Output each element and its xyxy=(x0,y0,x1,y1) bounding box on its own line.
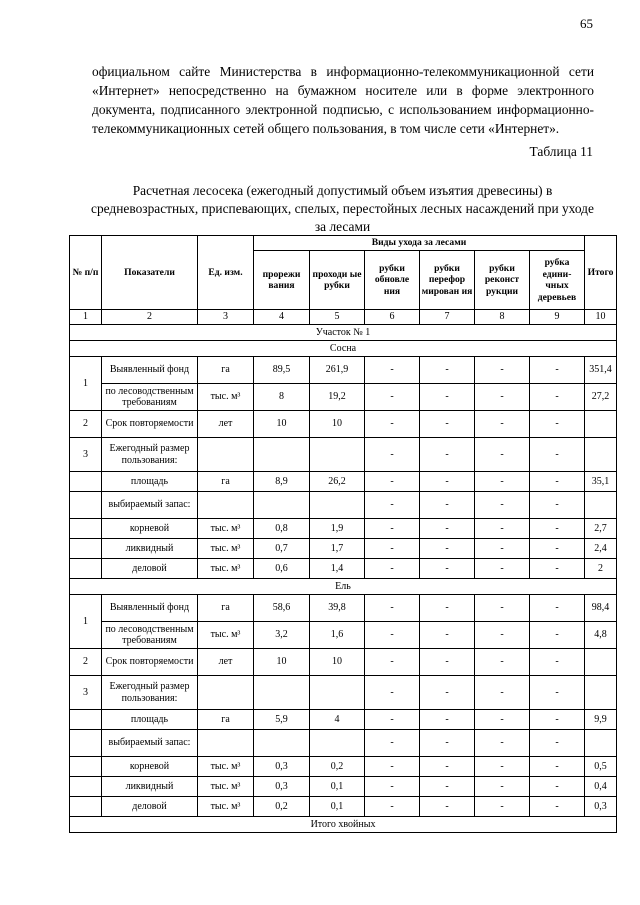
row-unit xyxy=(198,730,254,757)
row-value: - xyxy=(530,730,585,757)
row-unit: тыс. м³ xyxy=(198,559,254,579)
row-total xyxy=(585,438,617,472)
header-kind: рубка едини- чных деревьев xyxy=(530,251,585,310)
row-value: - xyxy=(365,757,420,777)
row-value: - xyxy=(530,357,585,384)
row-value: - xyxy=(475,438,530,472)
row-unit xyxy=(198,492,254,519)
table-row xyxy=(70,384,617,411)
header-unit: Ед. изм. xyxy=(198,236,254,310)
row-num xyxy=(70,757,102,777)
row-value: 8,9 xyxy=(254,472,310,492)
row-value: 0,7 xyxy=(254,539,310,559)
row-value: 4 xyxy=(310,710,365,730)
row-value: 26,2 xyxy=(310,472,365,492)
row-total: 9,9 xyxy=(585,710,617,730)
row-value: - xyxy=(420,622,475,649)
column-number: 10 xyxy=(585,310,617,325)
header-kind: рубки реконст рукции xyxy=(475,251,530,310)
table-row xyxy=(70,730,617,757)
row-indicator: деловой xyxy=(102,797,198,817)
table-row xyxy=(70,411,617,438)
header-total: Итого xyxy=(585,236,617,310)
table-row xyxy=(70,438,617,472)
header-group: Виды ухода за лесами xyxy=(254,236,585,251)
row-value: - xyxy=(475,411,530,438)
row-total: 0,3 xyxy=(585,797,617,817)
row-value: 261,9 xyxy=(310,357,365,384)
row-value xyxy=(254,438,310,472)
table-row xyxy=(70,757,617,777)
row-value: - xyxy=(530,676,585,710)
row-value: 1,6 xyxy=(310,622,365,649)
row-value: - xyxy=(530,519,585,539)
row-total: 98,4 xyxy=(585,595,617,622)
row-indicator: Ежегодный размер пользования: xyxy=(102,438,198,472)
row-value: - xyxy=(420,676,475,710)
row-total xyxy=(585,730,617,757)
row-num xyxy=(70,519,102,539)
row-value: - xyxy=(420,357,475,384)
table-title: Расчетная лесосека (ежегодный допустимый объем изъятия древесины) в средневозрастных, приспевающих, спелых, перестойных лесных насаждений при уходе за лесами xyxy=(91,183,594,234)
table-header xyxy=(70,236,617,310)
row-value: - xyxy=(475,492,530,519)
row-num xyxy=(70,492,102,519)
row-value: - xyxy=(475,472,530,492)
row-unit: лет xyxy=(198,411,254,438)
column-number: 3 xyxy=(198,310,254,325)
row-value: - xyxy=(475,797,530,817)
row-value: - xyxy=(530,411,585,438)
table-row xyxy=(70,777,617,797)
row-value: - xyxy=(420,411,475,438)
row-total xyxy=(585,492,617,519)
row-value: - xyxy=(365,472,420,492)
row-value: - xyxy=(475,559,530,579)
row-num: 3 xyxy=(70,676,102,710)
row-value: 0,6 xyxy=(254,559,310,579)
table-row xyxy=(70,559,617,579)
row-value: 10 xyxy=(310,411,365,438)
row-indicator: деловой xyxy=(102,559,198,579)
row-value: - xyxy=(365,622,420,649)
row-value: - xyxy=(365,384,420,411)
row-value: 39,8 xyxy=(310,595,365,622)
row-value: 58,6 xyxy=(254,595,310,622)
row-indicator: по лесоводственным требованиям xyxy=(102,384,198,411)
row-value: 10 xyxy=(254,649,310,676)
row-value: - xyxy=(420,710,475,730)
row-num xyxy=(70,472,102,492)
row-value: - xyxy=(420,797,475,817)
table-row xyxy=(70,622,617,649)
header-kind: прорежи вания xyxy=(254,251,310,310)
row-value: - xyxy=(530,492,585,519)
row-value: - xyxy=(475,595,530,622)
row-indicator: Срок повторяемости xyxy=(102,411,198,438)
footer-title: Итого хвойных xyxy=(70,817,617,833)
row-value: - xyxy=(365,492,420,519)
table-row xyxy=(70,676,617,710)
row-value: 0,3 xyxy=(254,757,310,777)
table-row xyxy=(70,649,617,676)
row-value xyxy=(254,676,310,710)
row-total: 2 xyxy=(585,559,617,579)
row-value xyxy=(310,438,365,472)
row-unit: тыс. м³ xyxy=(198,777,254,797)
row-value: - xyxy=(365,777,420,797)
row-unit xyxy=(198,438,254,472)
column-number: 5 xyxy=(310,310,365,325)
row-value: 0,8 xyxy=(254,519,310,539)
row-value: - xyxy=(475,649,530,676)
section-row xyxy=(70,579,617,595)
row-indicator: ликвидный xyxy=(102,777,198,797)
row-value: - xyxy=(530,472,585,492)
row-value: - xyxy=(420,539,475,559)
column-number: 2 xyxy=(102,310,198,325)
row-value: - xyxy=(530,797,585,817)
table-body xyxy=(70,310,617,833)
row-value: - xyxy=(530,622,585,649)
row-total: 2,7 xyxy=(585,519,617,539)
header-num: № п/п xyxy=(70,236,102,310)
row-value: - xyxy=(530,539,585,559)
row-num: 1 xyxy=(70,357,102,411)
row-num xyxy=(70,777,102,797)
row-value: - xyxy=(475,730,530,757)
row-indicator: выбираемый запас: xyxy=(102,492,198,519)
row-unit: тыс. м³ xyxy=(198,384,254,411)
row-value: 1,7 xyxy=(310,539,365,559)
header-indicator: Показатели xyxy=(102,236,198,310)
row-value: 5,9 xyxy=(254,710,310,730)
row-value: 3,2 xyxy=(254,622,310,649)
row-value: - xyxy=(475,622,530,649)
row-indicator: корневой xyxy=(102,519,198,539)
row-value: - xyxy=(420,757,475,777)
row-value xyxy=(310,676,365,710)
row-value: - xyxy=(420,559,475,579)
row-value: - xyxy=(365,519,420,539)
header-kind: рубки перефор мирован ия xyxy=(420,251,475,310)
table-row xyxy=(70,710,617,730)
row-total: 35,1 xyxy=(585,472,617,492)
row-total: 0,4 xyxy=(585,777,617,797)
row-unit: тыс. м³ xyxy=(198,622,254,649)
row-indicator: по лесоводственным требованиям xyxy=(102,622,198,649)
row-value: - xyxy=(530,710,585,730)
row-value: 19,2 xyxy=(310,384,365,411)
table-row xyxy=(70,492,617,519)
section-row xyxy=(70,341,617,357)
row-value: - xyxy=(365,539,420,559)
row-value: - xyxy=(365,357,420,384)
row-unit: тыс. м³ xyxy=(198,539,254,559)
row-value: - xyxy=(365,730,420,757)
row-total: 2,4 xyxy=(585,539,617,559)
row-value: - xyxy=(475,539,530,559)
row-value: - xyxy=(420,472,475,492)
row-num: 2 xyxy=(70,411,102,438)
column-number: 4 xyxy=(254,310,310,325)
column-number: 6 xyxy=(365,310,420,325)
row-value: - xyxy=(365,411,420,438)
row-value: - xyxy=(530,649,585,676)
row-num: 2 xyxy=(70,649,102,676)
footer-row xyxy=(70,817,617,833)
table-row xyxy=(70,357,617,384)
row-indicator: Выявленный фонд xyxy=(102,357,198,384)
row-value: - xyxy=(365,559,420,579)
row-value: - xyxy=(420,777,475,797)
row-value: 10 xyxy=(254,411,310,438)
row-value xyxy=(254,492,310,519)
row-value xyxy=(254,730,310,757)
column-numbers-row xyxy=(70,310,617,325)
row-indicator: ликвидный xyxy=(102,539,198,559)
row-unit: тыс. м³ xyxy=(198,757,254,777)
row-total xyxy=(585,649,617,676)
row-num: 1 xyxy=(70,595,102,649)
row-value: - xyxy=(530,777,585,797)
row-num: 3 xyxy=(70,438,102,472)
section-title: Ель xyxy=(70,579,617,595)
row-value: - xyxy=(530,384,585,411)
row-value: - xyxy=(365,710,420,730)
plot-title-row xyxy=(70,325,617,341)
row-value: 89,5 xyxy=(254,357,310,384)
row-value: 1,4 xyxy=(310,559,365,579)
row-value: - xyxy=(365,649,420,676)
page-number: 65 xyxy=(580,16,593,31)
row-num xyxy=(70,797,102,817)
row-value: 0,1 xyxy=(310,797,365,817)
row-num xyxy=(70,730,102,757)
row-value: - xyxy=(420,595,475,622)
row-total: 27,2 xyxy=(585,384,617,411)
row-value: - xyxy=(530,438,585,472)
row-num xyxy=(70,710,102,730)
row-value: - xyxy=(530,559,585,579)
row-value: 0,1 xyxy=(310,777,365,797)
row-indicator: корневой xyxy=(102,757,198,777)
row-total xyxy=(585,411,617,438)
table-row xyxy=(70,519,617,539)
row-value: - xyxy=(475,676,530,710)
row-value: 1,9 xyxy=(310,519,365,539)
row-unit: га xyxy=(198,710,254,730)
row-indicator: Ежегодный размер пользования: xyxy=(102,676,198,710)
row-value: - xyxy=(475,519,530,539)
row-total xyxy=(585,676,617,710)
row-num xyxy=(70,559,102,579)
row-value: 8 xyxy=(254,384,310,411)
column-number: 8 xyxy=(475,310,530,325)
row-total: 351,4 xyxy=(585,357,617,384)
row-value: 0,2 xyxy=(254,797,310,817)
row-total: 0,5 xyxy=(585,757,617,777)
body-paragraph: официальном сайте Министерства в информационно-телекоммуникационной сети «Интернет» непосредственно на бумажном носителе или в форме электронного документа, подписанного электронной подписью, с использованием информационно-телекоммуникационных сетей общего пользования, в том числе сети «Интернет». xyxy=(92,64,594,136)
table-row xyxy=(70,472,617,492)
row-indicator: выбираемый запас: xyxy=(102,730,198,757)
row-unit: тыс. м³ xyxy=(198,519,254,539)
data-table xyxy=(69,235,617,833)
row-value: - xyxy=(420,492,475,519)
row-unit xyxy=(198,676,254,710)
row-value: - xyxy=(475,777,530,797)
section-title: Сосна xyxy=(70,341,617,357)
row-unit: тыс. м³ xyxy=(198,797,254,817)
row-value: - xyxy=(475,710,530,730)
row-value: - xyxy=(475,357,530,384)
row-unit: га xyxy=(198,472,254,492)
column-number: 1 xyxy=(70,310,102,325)
table-row xyxy=(70,539,617,559)
table-label: Таблица 11 xyxy=(529,144,593,159)
table-row xyxy=(70,595,617,622)
row-unit: га xyxy=(198,595,254,622)
row-value: - xyxy=(365,595,420,622)
row-indicator: Срок повторяемости xyxy=(102,649,198,676)
header-kind: рубки обновле ния xyxy=(365,251,420,310)
plot-title: Участок № 1 xyxy=(70,325,617,341)
column-number: 7 xyxy=(420,310,475,325)
row-value: - xyxy=(365,676,420,710)
row-num xyxy=(70,539,102,559)
row-value: - xyxy=(365,438,420,472)
row-value: - xyxy=(420,649,475,676)
row-value: - xyxy=(365,797,420,817)
header-kind: проходи ые рубки xyxy=(310,251,365,310)
row-value xyxy=(310,492,365,519)
row-indicator: площадь xyxy=(102,472,198,492)
row-value: - xyxy=(420,519,475,539)
row-unit: га xyxy=(198,357,254,384)
row-value xyxy=(310,730,365,757)
row-value: 10 xyxy=(310,649,365,676)
row-value: - xyxy=(475,384,530,411)
row-value: - xyxy=(420,438,475,472)
row-value: - xyxy=(530,595,585,622)
row-value: - xyxy=(530,757,585,777)
row-value: - xyxy=(420,730,475,757)
table-row xyxy=(70,797,617,817)
column-number: 9 xyxy=(530,310,585,325)
row-value: - xyxy=(420,384,475,411)
row-total: 4,8 xyxy=(585,622,617,649)
row-indicator: площадь xyxy=(102,710,198,730)
row-indicator: Выявленный фонд xyxy=(102,595,198,622)
row-value: 0,3 xyxy=(254,777,310,797)
row-value: 0,2 xyxy=(310,757,365,777)
row-value: - xyxy=(475,757,530,777)
row-unit: лет xyxy=(198,649,254,676)
